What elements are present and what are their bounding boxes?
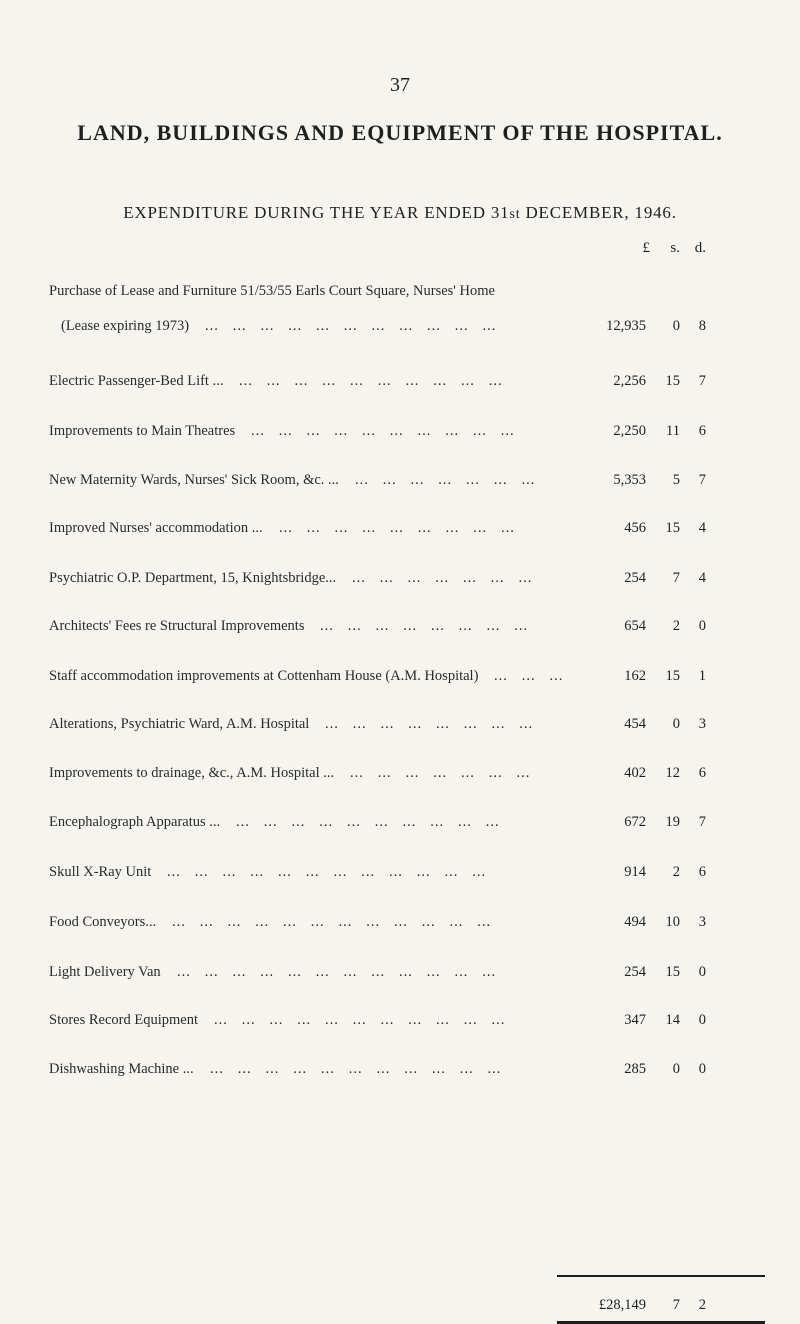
- leader-dots: ... ... ... ... ... ... ... ... ... ... ...: [205, 318, 497, 334]
- table-row: [49, 713, 769, 735]
- item-description: Psychiatric O.P. Department, 15, Knightsbridge...: [49, 570, 337, 586]
- leader-dots: ... ... ... ... ... ... ... ... ... ...: [236, 814, 500, 830]
- column-header-pounds: £: [642, 240, 650, 256]
- total-shillings: 7: [672, 1297, 680, 1313]
- item-shillings: 0: [672, 716, 680, 732]
- item-pence: 7: [698, 814, 706, 830]
- item-pence: 1: [698, 668, 706, 684]
- leader-dots: ... ... ... ... ... ... ... ... ... ...: [239, 373, 503, 389]
- table-row: [49, 1009, 769, 1031]
- item-description: Skull X-Ray Unit: [49, 864, 152, 880]
- item-pence: 0: [698, 1012, 706, 1028]
- item-description: Alterations, Psychiatric Ward, A.M. Hospital: [49, 716, 310, 732]
- item-shillings: 15: [665, 373, 680, 389]
- item-pence: 6: [698, 423, 706, 439]
- item-description: Food Conveyors...: [49, 914, 157, 930]
- item-pence: 0: [698, 1061, 706, 1077]
- leader-dots: ... ... ... ... ... ... ... ... ... ... ...: [214, 1012, 506, 1028]
- table-row: [49, 861, 769, 883]
- table-row: [49, 811, 769, 833]
- item-pounds: 254: [624, 570, 646, 586]
- table-row: [49, 665, 769, 687]
- page-title: LAND, BUILDINGS AND EQUIPMENT OF THE HOSPITAL.: [77, 120, 723, 145]
- item-pounds: 672: [624, 814, 646, 830]
- table-row: [49, 911, 769, 933]
- item-description: Improved Nurses' accommodation ...: [49, 520, 263, 536]
- item-description: Stores Record Equipment: [49, 1012, 199, 1028]
- item-pence: 0: [698, 618, 706, 634]
- leader-dots: ... ... ... ... ... ... ... ... ... ...: [251, 423, 515, 439]
- item-pence: 6: [698, 765, 706, 781]
- item-shillings: 15: [665, 520, 680, 536]
- item-description: (Lease expiring 1973): [61, 318, 190, 334]
- item-shillings: 10: [665, 914, 680, 930]
- item-description: Dishwashing Machine ...: [49, 1061, 194, 1077]
- item-pounds: 654: [624, 618, 646, 634]
- item-pence: 7: [698, 472, 706, 488]
- leader-dots: ... ... ...: [494, 668, 564, 684]
- item-shillings: 2: [672, 864, 680, 880]
- leader-dots: ... ... ... ... ... ... ...: [352, 570, 533, 586]
- item-pounds: 402: [624, 765, 646, 781]
- item-description: Improvements to Main Theatres: [49, 423, 236, 439]
- table-row: [49, 315, 769, 337]
- table-row: [49, 517, 769, 539]
- item-pounds: 454: [624, 716, 646, 732]
- item-shillings: 12: [665, 765, 680, 781]
- item-description: Staff accommodation improvements at Cottenham House (A.M. Hospital): [49, 668, 479, 684]
- item-pence: 7: [698, 373, 706, 389]
- subtitle-rest: DECEMBER, 1946.: [520, 203, 677, 222]
- table-row: [49, 469, 769, 491]
- leader-dots: ... ... ... ... ... ... ...: [355, 472, 536, 488]
- item-description: Architects' Fees re Structural Improvements: [49, 618, 305, 634]
- item-pence: 4: [698, 570, 706, 586]
- item-description: Purchase of Lease and Furniture 51/53/55 Earls Court Square, Nurses' Home: [49, 283, 495, 299]
- item-shillings: 15: [665, 668, 680, 684]
- table-row: [49, 1058, 769, 1080]
- item-shillings: 0: [672, 1061, 680, 1077]
- item-pounds: 12,935: [606, 318, 646, 334]
- item-shillings: 14: [665, 1012, 680, 1028]
- item-shillings: 0: [672, 318, 680, 334]
- item-pounds: 494: [624, 914, 646, 930]
- total-pounds: £28,149: [598, 1297, 646, 1313]
- table-row: [49, 420, 769, 442]
- item-pence: 6: [698, 864, 706, 880]
- subtitle-suffix: st: [509, 207, 521, 222]
- page-number: 37: [390, 74, 410, 96]
- leader-dots: ... ... ... ... ... ... ... ...: [320, 618, 529, 634]
- item-shillings: 15: [665, 964, 680, 980]
- leader-dots: ... ... ... ... ... ... ... ... ... ... ...: [210, 1061, 502, 1077]
- item-pounds: 914: [624, 864, 646, 880]
- leader-dots: ... ... ... ... ... ... ... ...: [325, 716, 534, 732]
- item-shillings: 11: [666, 423, 680, 439]
- item-pence: 3: [698, 716, 706, 732]
- table-row: [49, 762, 769, 784]
- item-pounds: 456: [624, 520, 646, 536]
- item-shillings: 2: [672, 618, 680, 634]
- item-pence: 8: [698, 318, 706, 334]
- total-pence: 2: [698, 1297, 706, 1313]
- item-pounds: 254: [624, 964, 646, 980]
- item-shillings: 5: [672, 472, 680, 488]
- column-header-shillings: s.: [670, 240, 680, 256]
- item-description: New Maternity Wards, Nurses' Sick Room, &c. ...: [49, 472, 339, 488]
- item-description: Light Delivery Van: [49, 964, 161, 980]
- page-subtitle: [40, 203, 760, 223]
- total-row: [49, 1294, 769, 1316]
- item-description: Encephalograph Apparatus ...: [49, 814, 221, 830]
- item-pence: 3: [698, 914, 706, 930]
- item-pounds: 2,256: [613, 373, 646, 389]
- item-shillings: 19: [665, 814, 680, 830]
- item-shillings: 7: [672, 570, 680, 586]
- item-pounds: 5,353: [613, 472, 646, 488]
- leader-dots: ... ... ... ... ... ... ... ... ...: [279, 520, 515, 536]
- item-pence: 0: [698, 964, 706, 980]
- item-description: Electric Passenger-Bed Lift ...: [49, 373, 224, 389]
- list-item-heading: [49, 280, 769, 302]
- item-pounds: 285: [624, 1061, 646, 1077]
- item-pounds: 347: [624, 1012, 646, 1028]
- leader-dots: ... ... ... ... ... ... ... ... ... ... ... ...: [177, 964, 497, 980]
- item-pounds: 2,250: [613, 423, 646, 439]
- subtitle-main: EXPENDITURE DURING THE YEAR ENDED 31: [123, 203, 510, 222]
- total-rule-top: [557, 1275, 765, 1277]
- table-row: [49, 615, 769, 637]
- item-pounds: 162: [624, 668, 646, 684]
- table-row: [49, 567, 769, 589]
- item-pence: 4: [698, 520, 706, 536]
- table-row: [49, 961, 769, 983]
- leader-dots: ... ... ... ... ... ... ... ... ... ... ... ...: [172, 914, 492, 930]
- leader-dots: ... ... ... ... ... ... ... ... ... ... ... ...: [167, 864, 487, 880]
- table-row: [49, 370, 769, 392]
- item-description: Improvements to drainage, &c., A.M. Hospital ...: [49, 765, 335, 781]
- leader-dots: ... ... ... ... ... ... ...: [350, 765, 531, 781]
- column-header-pence: d.: [694, 240, 706, 256]
